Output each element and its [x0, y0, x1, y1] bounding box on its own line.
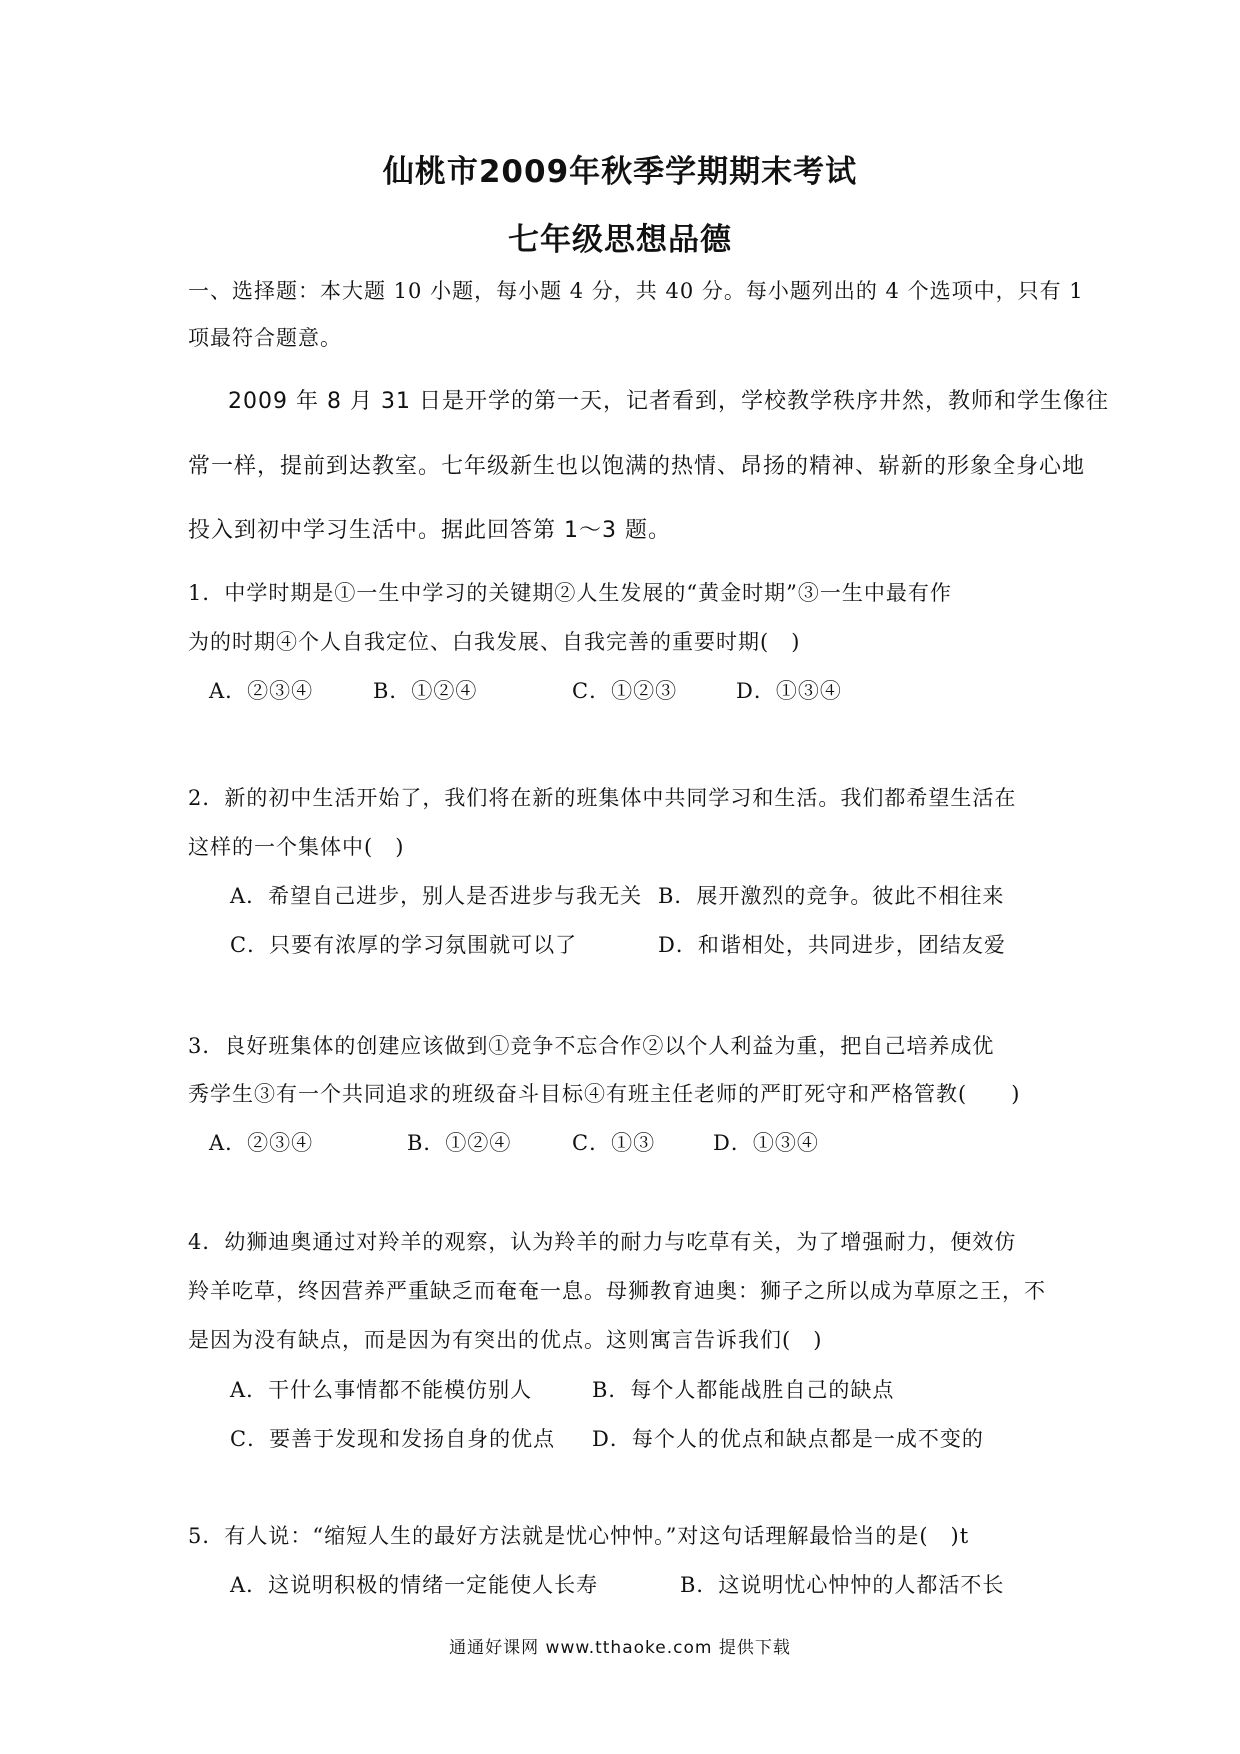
question-4-line-3: 是因为没有缺点，而是因为有突出的优点。这则寓言告诉我们( )	[188, 1328, 823, 1352]
question-3-option-d: D．①③④	[713, 1131, 819, 1155]
exam-subject: 七年级思想品德	[508, 222, 732, 258]
question-1-option-b: B．①②④	[373, 679, 478, 703]
question-5-option-a: A．这说明积极的情绪一定能使人长寿	[230, 1573, 599, 1597]
section-instructions-line-1: 一、选择题：本大题 10 小题，每小题 4 分，共 40 分。每小题列出的 4 个选项中，只有 1	[188, 279, 1084, 303]
question-4-option-d: D．每个人的优点和缺点都是一成不变的	[592, 1427, 984, 1451]
question-1-line-2: 为的时期④个人自我定位、白我发展、自我完善的重要时期( )	[188, 630, 801, 654]
question-3-option-c: C．①③	[572, 1131, 656, 1155]
question-2-line-1: 2．新的初中生活开始了，我们将在新的班集体中共同学习和生活。我们都希望生活在	[188, 786, 1017, 810]
exam-title: 仙桃市2009年秋季学期期末考试	[382, 154, 858, 190]
section-instructions-line-2: 项最符合题意。	[188, 326, 342, 350]
question-2-option-d: D．和谐相处，共同进步，团结友爱	[658, 933, 1006, 957]
question-2-option-a: A．希望自己进步，别人是否进步与我无关	[230, 884, 643, 908]
question-1-line-1: 1．中学时期是①一生中学习的关键期②人生发展的“黄金时期”③一生中最有作	[188, 581, 952, 605]
question-1-option-c: C．①②③	[572, 679, 678, 703]
question-4-line-1: 4．幼狮迪奥通过对羚羊的观察，认为羚羊的耐力与吃草有关，为了增强耐力，便效仿	[188, 1230, 1017, 1254]
passage-line-3: 投入到初中学习生活中。据此回答第 1～3 题。	[188, 518, 671, 543]
question-4-option-a: A．干什么事情都不能模仿别人	[230, 1378, 533, 1402]
question-1-option-a: A．②③④	[209, 679, 314, 703]
question-5-option-b: B．这说明忧心忡忡的人都活不长	[680, 1573, 1005, 1597]
question-3-option-a: A．②③④	[209, 1131, 314, 1155]
question-2-line-2: 这样的一个集体中( )	[188, 835, 405, 859]
question-2-option-b: B．展开激烈的竞争。彼此不相往来	[658, 884, 1005, 908]
question-3-option-b: B．①②④	[407, 1131, 512, 1155]
passage-line-1: 2009 年 8 月 31 日是开学的第一天，记者看到，学校教学秩序井然，教师和学生像往	[228, 389, 1109, 414]
question-3-line-2: 秀学生③有一个共同追求的班级奋斗目标④有班主任老师的严盯死守和严格管教( )	[188, 1082, 1021, 1106]
footer-credit: 通通好课网 www.tthaoke.com 提供下载	[449, 1638, 791, 1658]
question-3-line-1: 3．良好班集体的创建应该做到①竞争不忘合作②以个人利益为重，把自己培养成优	[188, 1034, 995, 1058]
question-4-option-c: C．要善于发现和发扬自身的优点	[230, 1427, 556, 1451]
passage-line-2: 常一样，提前到达教室。七年级新生也以饱满的热情、昂扬的精神、崭新的形象全身心地	[188, 454, 1086, 479]
question-4-option-b: B．每个人都能战胜自己的缺点	[592, 1378, 895, 1402]
question-1-option-d: D．①③④	[736, 679, 842, 703]
question-5-line-1: 5．有人说：“缩短人生的最好方法就是忧心忡忡。”对这句话理解最恰当的是( )t	[188, 1524, 970, 1548]
question-4-line-2: 羚羊吃草，终因营养严重缺乏而奄奄一息。母狮教育迪奥：狮子之所以成为草原之王，不	[188, 1279, 1046, 1303]
question-2-option-c: C．只要有浓厚的学习氛围就可以了	[230, 933, 578, 957]
